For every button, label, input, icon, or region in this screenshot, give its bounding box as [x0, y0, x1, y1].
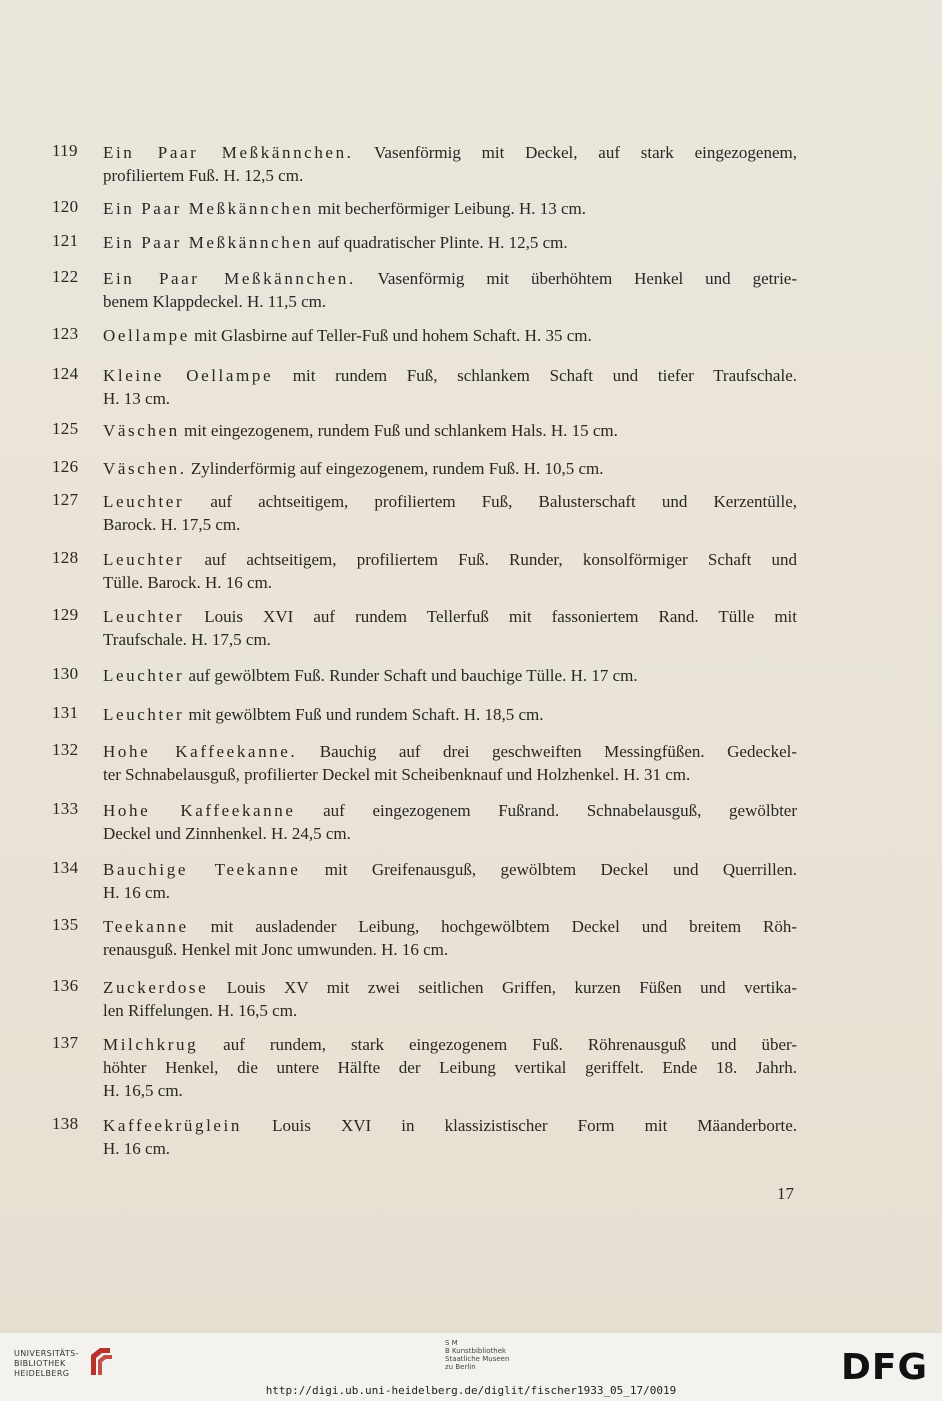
entry-line	[103, 324, 797, 347]
entry-number: 127	[52, 490, 79, 509]
entry-description: höhter Henkel, die untere Hälfte der Leibung vertikal geriffelt. Ende 18. Jahrh.	[103, 1058, 797, 1077]
entry-description: benem Klappdeckel. H. 11,5 cm.	[103, 292, 327, 311]
entry-line	[103, 457, 797, 480]
entry-description: mit eingezogenem, rundem Fuß und schlankem Hals. H. 15 cm.	[183, 421, 618, 440]
entry-description: Louis XVI auf rundem Tellerfuß mit fassoniertem Rand. Tülle mit	[204, 607, 797, 626]
entry-number: 123	[52, 324, 79, 343]
entry-line	[103, 938, 797, 961]
entry-description: auf quadratischer Plinte. H. 12,5 cm.	[317, 233, 568, 252]
entry-line	[103, 822, 797, 845]
entry-heading: Milchkrug	[103, 1035, 199, 1054]
stamp-line: zu Berlin	[445, 1363, 476, 1371]
entry-line	[103, 1079, 797, 1102]
entry-heading: Leuchter	[103, 492, 185, 511]
entry-description: H. 16 cm.	[103, 1139, 171, 1158]
entry-heading: Ein Paar Meßkännchen.	[103, 269, 356, 288]
entry-description: auf eingezogenem Fußrand. Schnabelausguß, gewölbter	[323, 801, 797, 820]
entry-heading: Väschen.	[103, 459, 187, 478]
entry-line	[103, 605, 797, 628]
entry-heading: Leuchter	[103, 705, 185, 724]
entry-description: len Riffelungen. H. 16,5 cm.	[103, 1001, 298, 1020]
museum-stamp	[445, 1339, 509, 1371]
page-number: 17	[777, 1184, 794, 1203]
entry-heading: Oellampe	[103, 326, 190, 345]
entry-heading: Hohe Kaffeekanne.	[103, 742, 298, 761]
entry-number: 122	[52, 267, 79, 286]
entry-number: 130	[52, 664, 79, 683]
entry-description: auf gewölbtem Fuß. Runder Schaft und bauchige Tülle. H. 17 cm.	[188, 666, 638, 685]
entry-line	[103, 141, 797, 164]
entry-number: 134	[52, 858, 79, 877]
permalink-url[interactable]: http://digi.ub.uni-heidelberg.de/diglit/fischer1933_05_17/0019	[265, 1384, 677, 1397]
entry-heading: Kaffeekrüglein	[103, 1116, 242, 1135]
entry-line	[103, 703, 797, 726]
entry-description: renausguß. Henkel mit Jonc umwunden. H. 16 cm.	[103, 940, 449, 959]
entry-line	[103, 290, 797, 313]
entry-description: ter Schnabelausguß, profilierter Deckel mit Scheibenknauf und Holzhenkel. H. 31 cm.	[103, 765, 691, 784]
entry-line	[103, 881, 797, 904]
dfg-logo[interactable]: DFG	[840, 1347, 928, 1388]
entry-description: Vasenförmig mit Deckel, auf stark eingezogenem,	[374, 143, 798, 162]
entry-number: 135	[52, 915, 79, 934]
stamp-line: B Kunstbibliothek	[445, 1347, 507, 1355]
entry-description: mit Greifenausguß, gewölbtem Deckel und Querrillen.	[324, 860, 797, 879]
entry-line	[103, 1033, 797, 1056]
entry-description: mit gewölbtem Fuß und rundem Schaft. H. 18,5 cm.	[188, 705, 544, 724]
entry-number: 131	[52, 703, 79, 722]
university-library-label[interactable]	[14, 1349, 79, 1379]
entry-description: auf achtseitigem, profiliertem Fuß. Runder, konsolförmiger Schaft und	[204, 550, 798, 569]
library-line: BIBLIOTHEK	[14, 1359, 66, 1368]
entry-line	[103, 976, 797, 999]
entry-description: Bauchig auf drei geschweiften Messingfüßen. Gedeckel-	[319, 742, 798, 761]
entry-heading: Ein Paar Meßkännchen	[103, 199, 314, 218]
entry-line	[103, 740, 797, 763]
entry-number: 138	[52, 1114, 79, 1133]
entry-line	[103, 799, 797, 822]
entry-description: mit becherförmiger Leibung. H. 13 cm.	[317, 199, 587, 218]
library-line: HEIDELBERG	[14, 1369, 70, 1378]
entry-heading: Leuchter	[103, 607, 185, 626]
entry-description: Traufschale. H. 17,5 cm.	[103, 630, 271, 649]
entry-description: Louis XVI in klassizistischer Form mit Mäanderborte.	[272, 1116, 798, 1135]
entry-number: 125	[52, 419, 79, 438]
entry-heading: Teekanne	[103, 917, 189, 936]
entry-line	[103, 387, 797, 410]
entry-number: 129	[52, 605, 79, 624]
entry-line	[103, 1056, 797, 1079]
entry-description: Tülle. Barock. H. 16 cm.	[103, 573, 273, 592]
entry-heading: Kleine Oellampe	[103, 366, 274, 385]
entry-number: 133	[52, 799, 79, 818]
entry-number: 128	[52, 548, 79, 567]
entry-line	[103, 267, 797, 290]
entry-line	[103, 364, 797, 387]
entry-heading: Väschen	[103, 421, 180, 440]
entry-description: H. 16 cm.	[103, 883, 171, 902]
entry-number: 119	[52, 141, 78, 160]
entry-heading: Ein Paar Meßkännchen.	[103, 143, 354, 162]
entry-description: Zylinderförmig auf eingezogenem, rundem Fuß. H. 10,5 cm.	[190, 459, 604, 478]
stamp-line: S M	[445, 1339, 458, 1347]
entry-line	[103, 1137, 797, 1160]
entry-description: auf rundem, stark eingezogenem Fuß. Röhrenausguß und über-	[223, 1035, 798, 1054]
entry-number: 120	[52, 197, 79, 216]
entry-number: 136	[52, 976, 79, 995]
entry-description: mit rundem Fuß, schlankem Schaft und tiefer Traufschale.	[292, 366, 797, 385]
entry-line	[103, 999, 797, 1022]
stamp-line: Staatliche Museen	[445, 1355, 510, 1363]
entry-heading: Hohe Kaffeekanne	[103, 801, 296, 820]
library-logo-icon[interactable]	[88, 1345, 114, 1379]
entry-description: profiliertem Fuß. H. 12,5 cm.	[103, 166, 304, 185]
entry-heading: Leuchter	[103, 550, 185, 569]
entry-line	[103, 513, 797, 536]
entry-heading: Zuckerdose	[103, 978, 209, 997]
entry-number: 121	[52, 231, 79, 250]
library-line: UNIVERSITÄTS-	[14, 1349, 79, 1358]
entry-line	[103, 763, 797, 786]
entry-line	[103, 628, 797, 651]
entry-line	[103, 419, 797, 442]
entry-line	[103, 571, 797, 594]
entry-description: Barock. H. 17,5 cm.	[103, 515, 241, 534]
entry-number: 132	[52, 740, 79, 759]
entry-line	[103, 1114, 797, 1137]
entry-line	[103, 915, 797, 938]
entry-number: 137	[52, 1033, 79, 1052]
entry-heading: Bauchige Teekanne	[103, 860, 301, 879]
entry-line	[103, 164, 797, 187]
entry-description: auf achtseitigem, profiliertem Fuß, Balusterschaft und Kerzentülle,	[210, 492, 798, 511]
entry-description: Louis XV mit zwei seitlichen Griffen, kurzen Füßen und vertika-	[226, 978, 798, 997]
entry-line	[103, 548, 797, 571]
entry-description: H. 16,5 cm.	[103, 1081, 183, 1100]
entry-heading: Leuchter	[103, 666, 185, 685]
entry-line	[103, 664, 797, 687]
entry-number: 124	[52, 364, 79, 383]
entry-number: 126	[52, 457, 79, 476]
entry-description: Vasenförmig mit überhöhtem Henkel und getrie-	[377, 269, 797, 288]
entry-description: mit Glasbirne auf Teller-Fuß und hohem Schaft. H. 35 cm.	[194, 326, 592, 345]
entry-line	[103, 858, 797, 881]
entry-line	[103, 197, 797, 220]
footer-bar	[0, 1333, 942, 1401]
entry-description: Deckel und Zinnhenkel. H. 24,5 cm.	[103, 824, 351, 843]
entry-description: mit ausladender Leibung, hochgewölbtem Deckel und breitem Röh-	[210, 917, 797, 936]
entry-heading: Ein Paar Meßkännchen	[103, 233, 314, 252]
entry-line	[103, 490, 797, 513]
entry-description: H. 13 cm.	[103, 389, 171, 408]
entry-line	[103, 231, 797, 254]
